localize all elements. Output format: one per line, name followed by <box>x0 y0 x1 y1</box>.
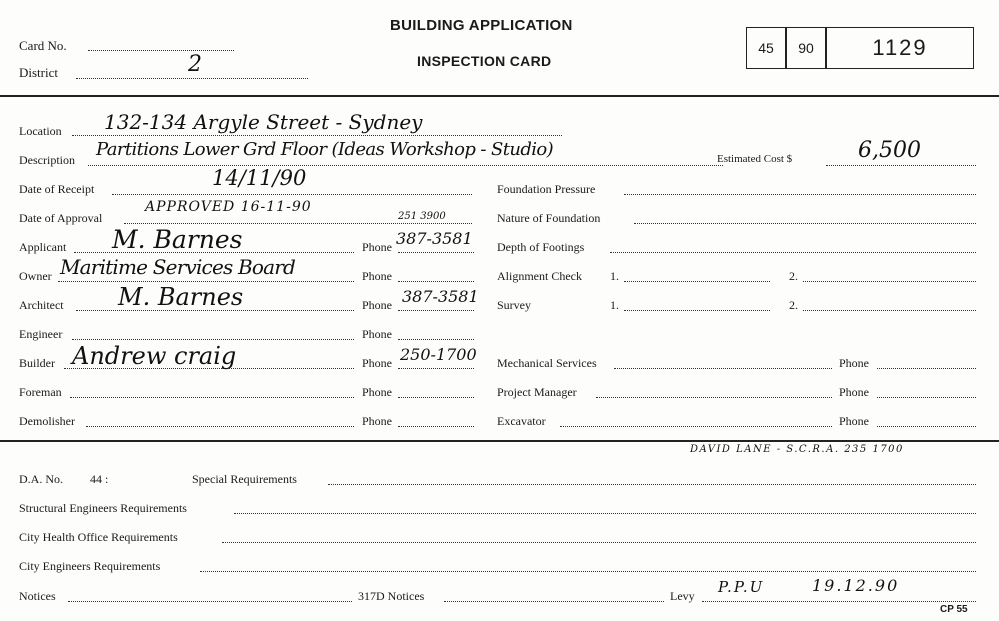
alignment-line-1[interactable] <box>624 281 770 282</box>
owner-phone-label: Phone <box>362 269 392 283</box>
engineer-line[interactable] <box>72 339 354 340</box>
mechanical-services-line[interactable] <box>614 368 832 369</box>
project-manager-phone-line[interactable] <box>877 397 976 398</box>
owner-line[interactable] <box>58 281 354 282</box>
builder-phone-line[interactable] <box>398 368 474 369</box>
foundation-pressure-label: Foundation Pressure <box>497 182 596 196</box>
nature-foundation-line[interactable] <box>634 223 976 224</box>
card-no-line[interactable] <box>88 50 234 51</box>
district-line[interactable] <box>76 78 308 79</box>
notices-317d-line[interactable] <box>444 601 664 602</box>
description-value: Partitions Lower Grd Floor (Ideas Workshop - Studio) <box>96 139 554 160</box>
architect-phone-value: 387-3581 <box>402 287 479 306</box>
levy-value: P.P.U <box>718 578 765 596</box>
foundation-pressure-line[interactable] <box>624 194 976 195</box>
survey-line-1[interactable] <box>624 310 770 311</box>
alignment-num-1: 1. <box>610 269 619 283</box>
survey-label: Survey <box>497 298 531 312</box>
survey-num-2: 2. <box>789 298 798 312</box>
alignment-num-2: 2. <box>789 269 798 283</box>
location-label: Location <box>19 124 62 138</box>
levy-label: Levy <box>670 589 695 603</box>
builder-value: Andrew craig <box>72 342 237 370</box>
header-divider <box>0 95 999 97</box>
notices-line[interactable] <box>68 601 352 602</box>
excavator-line[interactable] <box>560 426 832 427</box>
engineer-phone-label: Phone <box>362 327 392 341</box>
mechanical-services-label: Mechanical Services <box>497 356 597 370</box>
form-title-line2: INSPECTION CARD <box>417 53 552 69</box>
alignment-line-2[interactable] <box>803 281 976 282</box>
builder-label: Builder <box>19 356 55 370</box>
levy-date: 19.12.90 <box>812 576 900 595</box>
code-cell-2: 90 <box>798 40 814 56</box>
city-health-label: City Health Office Requirements <box>19 530 178 544</box>
project-manager-phone-label: Phone <box>839 385 869 399</box>
form-code: CP 55 <box>940 604 968 615</box>
project-manager-label: Project Manager <box>497 385 577 399</box>
form-title-line1: BUILDING APPLICATION <box>390 17 573 34</box>
date-approval-value: APPROVED 16-11-90 <box>145 199 312 215</box>
excavator-phone-label: Phone <box>839 414 869 428</box>
approval-extra-number: 251 3900 <box>398 211 446 222</box>
architect-label: Architect <box>19 298 64 312</box>
architect-phone-line[interactable] <box>398 310 474 311</box>
date-approval-line[interactable] <box>124 223 472 224</box>
architect-value: M. Barnes <box>118 283 244 311</box>
project-manager-line[interactable] <box>596 397 832 398</box>
notices-317d-label: 317D Notices <box>358 589 425 603</box>
district-value: 2 <box>188 52 202 77</box>
mechanical-phone-line[interactable] <box>877 368 976 369</box>
district-label: District <box>19 65 58 80</box>
structural-engineers-label: Structural Engineers Requirements <box>19 501 187 515</box>
depth-footings-line[interactable] <box>610 252 976 253</box>
code-cell-3: 1129 <box>872 35 928 60</box>
builder-phone-label: Phone <box>362 356 392 370</box>
foreman-phone-line[interactable] <box>398 397 474 398</box>
builder-phone-value: 250-1700 <box>400 345 477 364</box>
demolisher-phone-label: Phone <box>362 414 392 428</box>
city-engineers-line[interactable] <box>200 571 976 572</box>
excavator-phone-line[interactable] <box>877 426 976 427</box>
engineer-label: Engineer <box>19 327 63 341</box>
applicant-phone-line[interactable] <box>398 252 474 253</box>
estimated-cost-label: Estimated Cost $ <box>717 153 793 165</box>
survey-num-1: 1. <box>610 298 619 312</box>
demolisher-phone-line[interactable] <box>398 426 474 427</box>
excavator-label: Excavator <box>497 414 546 428</box>
applicant-value: M. Barnes <box>112 225 243 254</box>
demolisher-line[interactable] <box>86 426 354 427</box>
date-receipt-value: 14/11/90 <box>212 166 307 190</box>
applicant-label: Applicant <box>19 240 67 254</box>
applicant-phone-label: Phone <box>362 240 392 254</box>
structural-engineers-line[interactable] <box>234 513 976 514</box>
foreman-line[interactable] <box>70 397 354 398</box>
date-approval-label: Date of Approval <box>19 211 103 225</box>
estimated-cost-value: 6,500 <box>858 138 921 163</box>
date-receipt-label: Date of Receipt <box>19 182 95 196</box>
foreman-phone-label: Phone <box>362 385 392 399</box>
location-value: 132-134 Argyle Street - Sydney <box>104 110 423 134</box>
code-box <box>746 27 974 69</box>
owner-label: Owner <box>19 269 52 283</box>
engineer-phone-line[interactable] <box>398 339 474 340</box>
description-label: Description <box>19 153 75 167</box>
da-no-value: 44 : <box>90 472 109 486</box>
nature-foundation-label: Nature of Foundation <box>497 211 601 225</box>
demolisher-label: Demolisher <box>19 414 75 428</box>
city-engineers-label: City Engineers Requirements <box>19 559 161 573</box>
city-health-line[interactable] <box>222 542 976 543</box>
estimated-cost-line[interactable] <box>826 165 976 166</box>
code-cell-1: 45 <box>758 40 774 56</box>
foreman-label: Foreman <box>19 385 62 399</box>
notices-label: Notices <box>19 589 56 603</box>
location-line[interactable] <box>72 135 562 136</box>
date-receipt-line[interactable] <box>112 194 472 195</box>
special-requirements-label: Special Requirements <box>192 472 297 486</box>
levy-line[interactable] <box>702 601 976 602</box>
description-line[interactable] <box>88 165 723 166</box>
section-divider <box>0 440 999 442</box>
mechanical-phone-label: Phone <box>839 356 869 370</box>
owner-value: Maritime Services Board <box>60 255 296 279</box>
special-requirements-line[interactable] <box>328 484 976 485</box>
da-no-label: D.A. No. <box>19 472 63 486</box>
survey-line-2[interactable] <box>803 310 976 311</box>
depth-footings-label: Depth of Footings <box>497 240 585 254</box>
card-no-label: Card No. <box>19 38 67 53</box>
owner-phone-line[interactable] <box>398 281 474 282</box>
alignment-check-label: Alignment Check <box>497 269 582 283</box>
architect-phone-label: Phone <box>362 298 392 312</box>
applicant-phone-value: 387-3581 <box>396 229 473 248</box>
handwritten-annotation: DAVID LANE - S.C.R.A. 235 1700 <box>690 444 904 455</box>
